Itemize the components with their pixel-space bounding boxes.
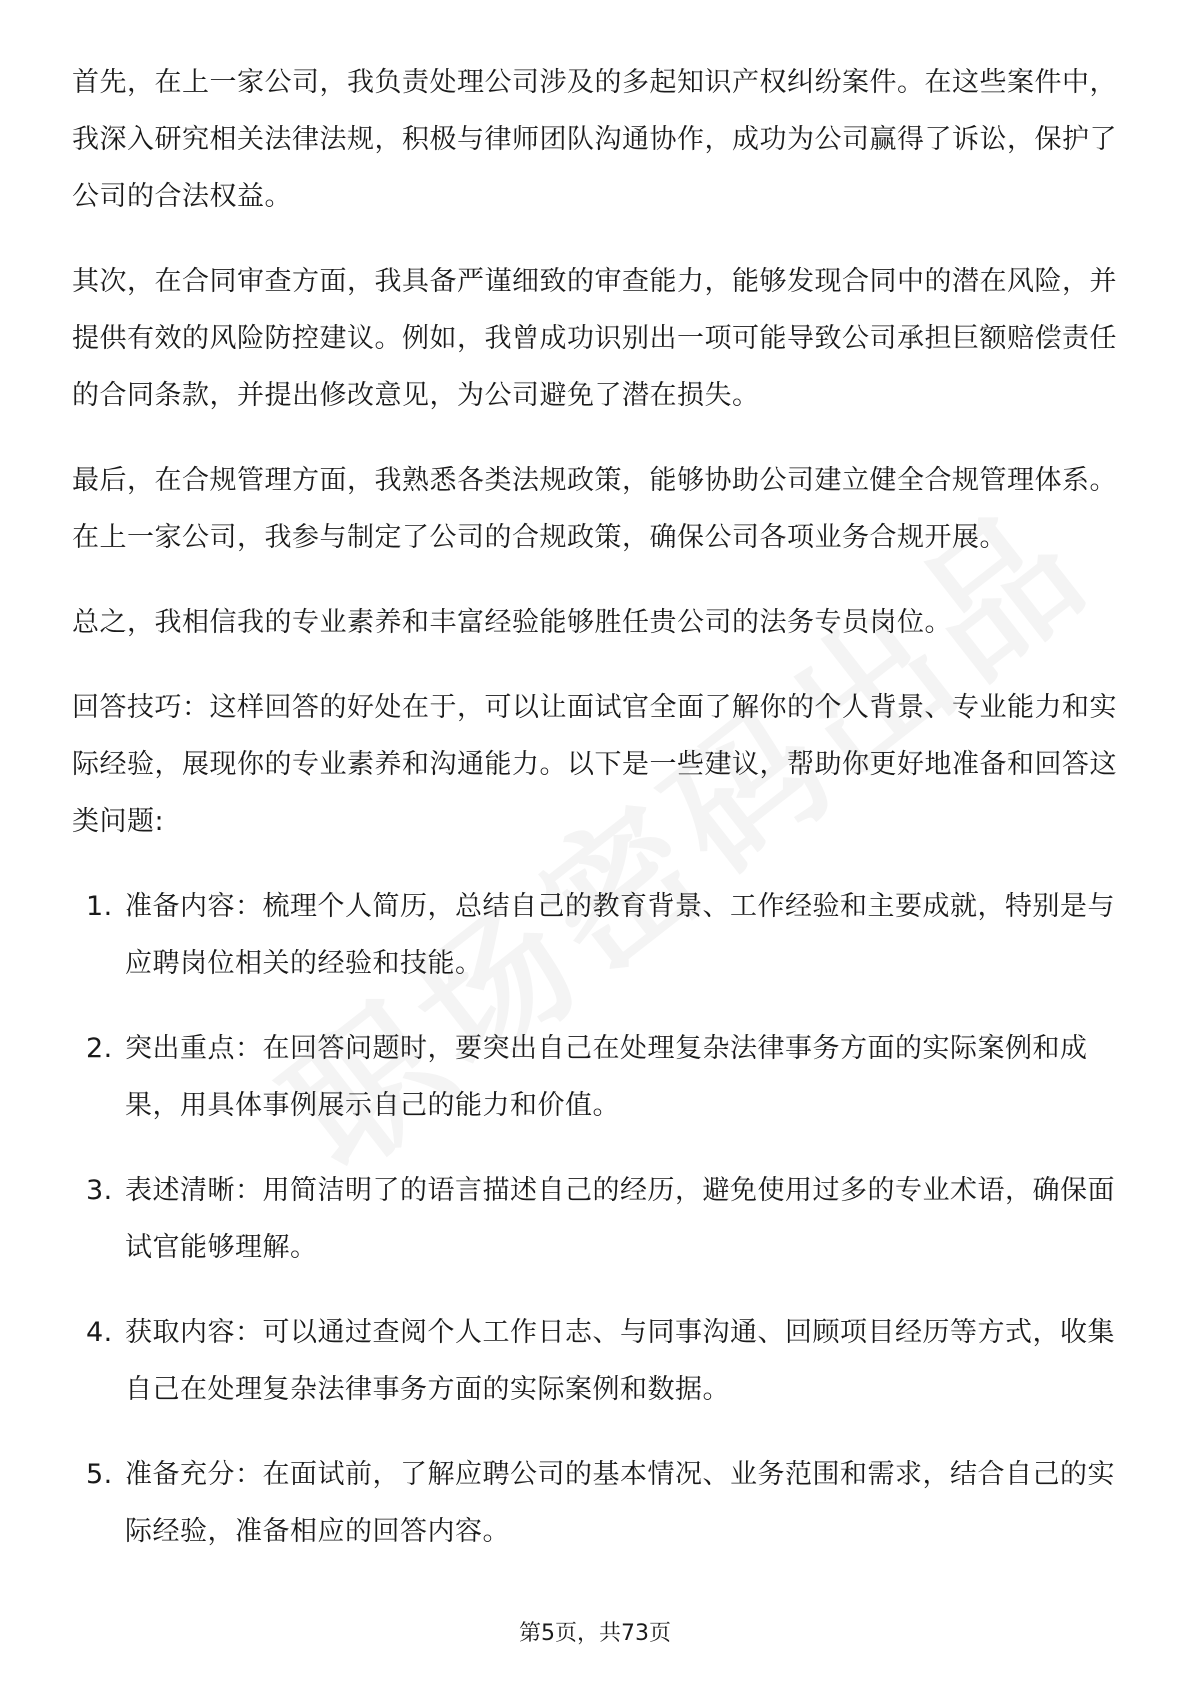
list-text: 准备充分：在面试前，了解应聘公司的基本情况、业务范围和需求，结合自己的实际经验，准备相应的回答内容。	[125, 1459, 1115, 1547]
list-item	[72, 1162, 1122, 1276]
list-number: 3.	[86, 1175, 113, 1206]
list-item	[72, 1020, 1122, 1134]
list-number: 1.	[86, 891, 113, 922]
paragraph-tips: 回答技巧：这样回答的好处在于，可以让面试官全面了解你的个人背景、专业能力和实际经验，展现你的专业素养和沟通能力。以下是一些建议，帮助你更好地准备和回答这类问题:	[72, 692, 1117, 837]
document-body	[72, 54, 1122, 1588]
list-text: 获取内容：可以通过查阅个人工作日志、与同事沟通、回顾项目经历等方式，收集自己在处理复杂法律事务方面的实际案例和数据。	[125, 1317, 1115, 1405]
list-number: 5.	[86, 1459, 113, 1490]
paragraph-summary: 总之，我相信我的专业素养和丰富经验能够胜任贵公司的法务专员岗位。	[72, 607, 952, 638]
paragraph-second: 其次，在合同审查方面，我具备严谨细致的审查能力，能够发现合同中的潜在风险，并提供有效的风险防控建议。例如，我曾成功识别出一项可能导致公司承担巨额赔偿责任的合同条款，并提出修改意见，为公司避免了潜在损失。	[72, 266, 1117, 411]
list-item	[72, 1304, 1122, 1418]
list-number: 4.	[86, 1317, 113, 1348]
tips-list	[72, 878, 1122, 1560]
paragraph-first: 首先，在上一家公司，我负责处理公司涉及的多起知识产权纠纷案件。在这些案件中，我深入研究相关法律法规，积极与律师团队沟通协作，成功为公司赢得了诉讼，保护了公司的合法权益。	[72, 67, 1117, 212]
list-item	[72, 878, 1122, 992]
paragraph-last: 最后，在合规管理方面，我熟悉各类法规政策，能够协助公司建立健全合规管理体系。在上一家公司，我参与制定了公司的合规政策，确保公司各项业务合规开展。	[72, 465, 1117, 553]
list-number: 2.	[86, 1033, 113, 1064]
list-item	[72, 1446, 1122, 1560]
list-text: 表述清晰：用简洁明了的语言描述自己的经历，避免使用过多的专业术语，确保面试官能够理解。	[125, 1175, 1115, 1263]
page-number-footer: 第5页，共73页	[519, 1621, 671, 1646]
list-text: 突出重点：在回答问题时，要突出自己在处理复杂法律事务方面的实际案例和成果，用具体事例展示自己的能力和价值。	[125, 1033, 1088, 1121]
list-text: 准备内容：梳理个人简历，总结自己的教育背景、工作经验和主要成就，特别是与应聘岗位相关的经验和技能。	[125, 891, 1115, 979]
